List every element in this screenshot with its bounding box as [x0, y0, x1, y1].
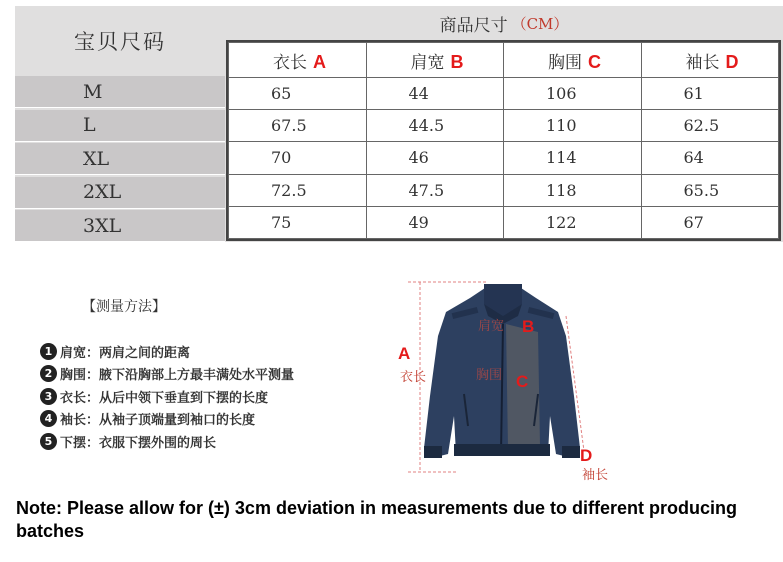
size-header-label: 宝贝尺码 — [74, 30, 166, 54]
cell: 67 — [641, 206, 779, 238]
col-label: 衣长 — [273, 52, 307, 73]
size-cell: XL — [15, 143, 225, 175]
method-steps — [40, 340, 294, 453]
size-cell: M — [15, 76, 225, 108]
cell: 72.5 — [229, 174, 367, 206]
method-step — [40, 430, 294, 453]
size-cell: L — [15, 110, 225, 142]
table-unit: （CM） — [511, 14, 569, 33]
step-text: 袖长：从袖子顶端量到袖口的长度 — [60, 413, 256, 429]
col-header-sleeve — [641, 43, 779, 78]
method-title: 【测量方法】 — [82, 299, 166, 315]
step-number-icon: 5 — [40, 433, 57, 450]
label-a: A — [398, 344, 411, 363]
measurement-grid — [226, 40, 781, 241]
step-text: 下摆：衣服下摆外围的周长 — [60, 435, 217, 451]
label-d: D — [580, 446, 593, 465]
table-title-text: 商品尺寸 — [439, 15, 508, 36]
cell: 67.5 — [229, 110, 367, 142]
col-header-shoulder — [366, 43, 504, 78]
cell: 114 — [504, 142, 642, 174]
label-c-cn: 胸围 — [476, 368, 503, 383]
cell: 118 — [504, 174, 642, 206]
table-row — [229, 142, 779, 174]
cell: 106 — [504, 78, 642, 110]
cell: 44.5 — [366, 110, 504, 142]
col-letter: A — [313, 51, 326, 72]
table-row — [229, 174, 779, 206]
col-letter: D — [725, 51, 739, 72]
method-step — [40, 340, 294, 363]
col-letter: C — [588, 51, 601, 72]
size-table — [15, 6, 783, 242]
label-a-cn: 衣长 — [400, 370, 427, 385]
step-text: 衣长：从后中领下垂直到下摆的长度 — [60, 390, 269, 406]
label-c: C — [516, 372, 529, 391]
label-b: B — [522, 317, 535, 336]
jacket-diagram — [388, 276, 628, 486]
col-label: 肩宽 — [410, 52, 445, 73]
table-row — [229, 110, 779, 142]
table-row — [229, 78, 779, 110]
step-text: 肩宽：两肩之间的距离 — [60, 345, 191, 361]
table-row — [229, 206, 779, 238]
cell: 61 — [641, 78, 779, 110]
cell: 70 — [229, 142, 367, 174]
cell: 75 — [229, 206, 367, 238]
size-column — [15, 76, 225, 244]
method-step — [40, 408, 294, 431]
method-step — [40, 363, 294, 386]
label-b-cn: 肩宽 — [478, 319, 505, 334]
cell: 49 — [366, 206, 504, 238]
label-d-cn: 袖长 — [582, 468, 609, 483]
cell: 122 — [504, 206, 642, 238]
step-number-icon: 3 — [40, 388, 57, 405]
table-title — [225, 6, 783, 40]
cell: 110 — [504, 110, 642, 142]
step-text: 胸围：腋下沿胸部上方最丰满处水平测量 — [60, 368, 295, 384]
size-cell: 2XL — [15, 177, 225, 209]
col-header-length — [229, 43, 367, 78]
step-number-icon: 4 — [40, 410, 57, 427]
cell: 65 — [229, 78, 367, 110]
col-letter: B — [450, 51, 464, 72]
cell: 47.5 — [366, 174, 504, 206]
cell: 65.5 — [641, 174, 779, 206]
step-number-icon: 2 — [40, 365, 57, 382]
cell: 46 — [366, 142, 504, 174]
col-header-chest — [504, 43, 642, 78]
col-label: 袖长 — [685, 52, 720, 73]
step-number-icon: 1 — [40, 343, 57, 360]
header-row — [229, 43, 779, 78]
size-cell: 3XL — [15, 210, 225, 242]
cell: 64 — [641, 142, 779, 174]
deviation-note: Note: Please allow for (±) 3cm deviation in measurements due to different producing batches — [16, 498, 738, 541]
cell: 62.5 — [641, 110, 779, 142]
cell: 44 — [366, 78, 504, 110]
col-label: 胸围 — [548, 52, 582, 73]
method-step — [40, 385, 294, 408]
